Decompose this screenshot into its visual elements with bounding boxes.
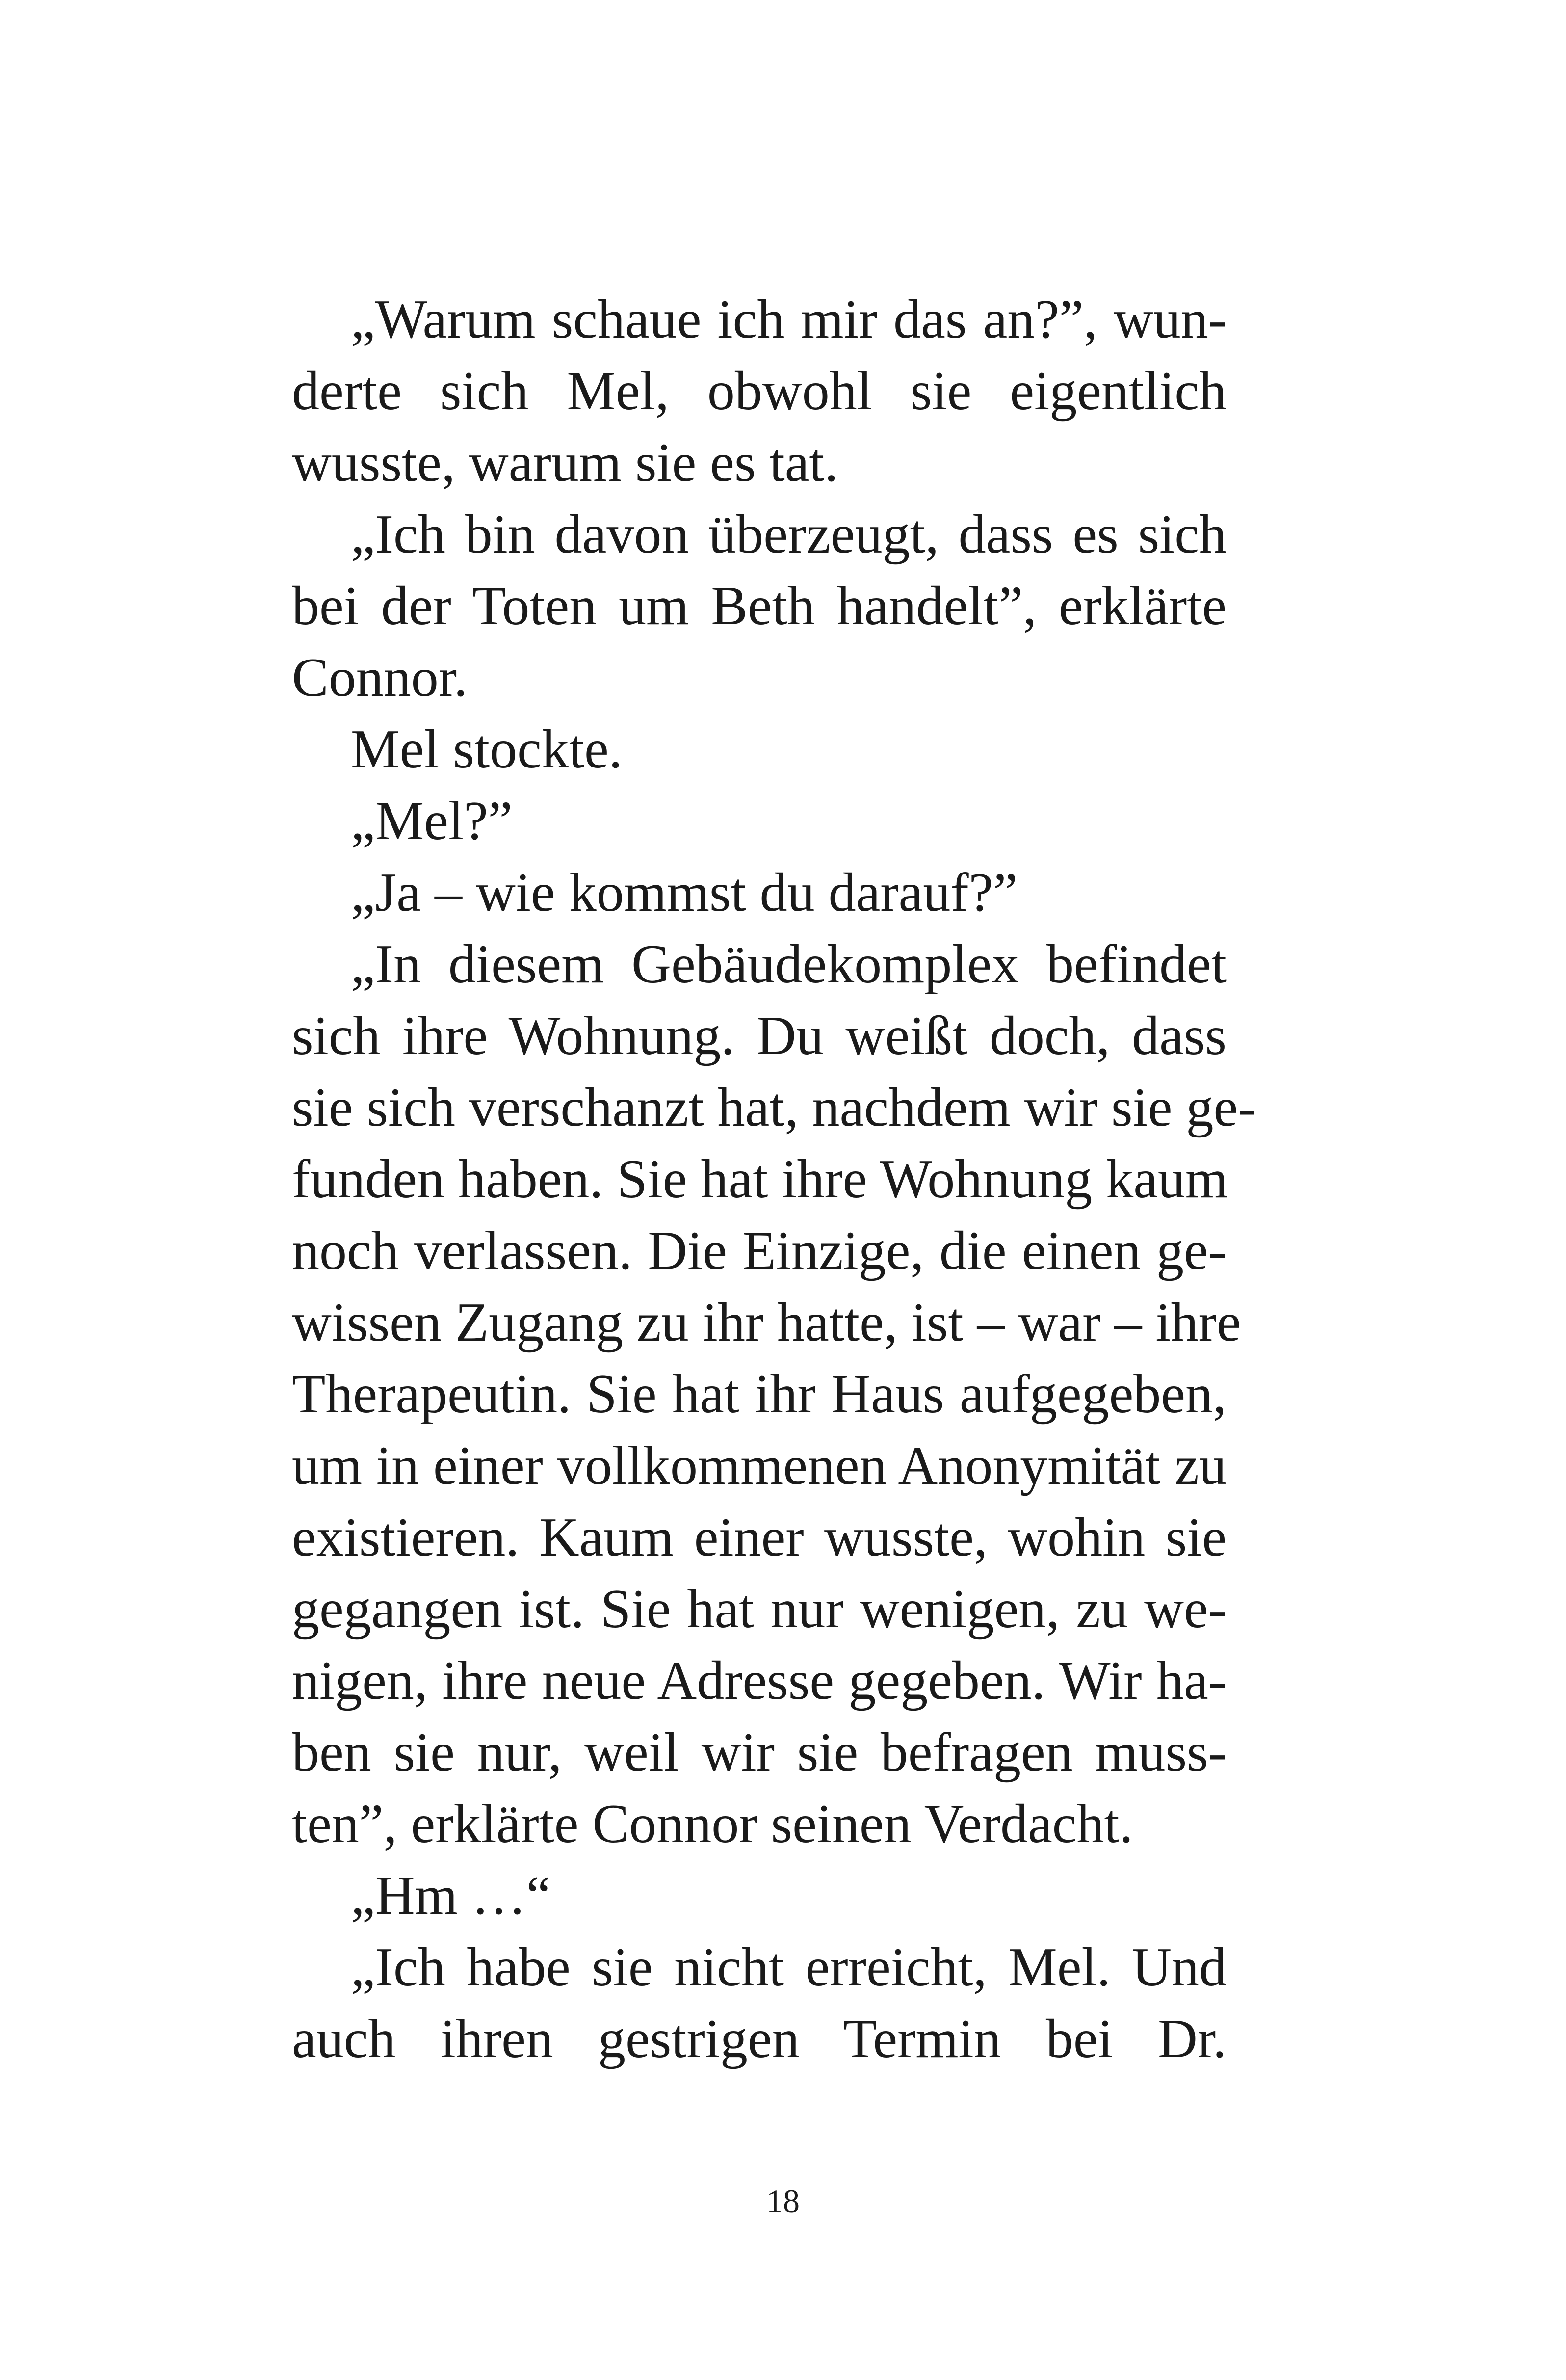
- text-line: auch ihren gestrigen Termin bei Dr.: [292, 2009, 1227, 2069]
- text-line: existieren. Kaum einer wusste, wohin sie: [292, 1507, 1227, 1568]
- page-number: 18: [766, 2182, 800, 2220]
- text-line: Therapeutin. Sie hat ihr Haus aufgegeben,: [292, 1364, 1227, 1425]
- text-line: derte sich Mel, obwohl sie eigentlich: [292, 361, 1227, 422]
- text-line: funden haben. Sie hat ihre Wohnung kaum: [292, 1149, 1228, 1210]
- text-line: wissen Zugang zu ihr hatte, ist – war – ihre: [292, 1292, 1241, 1353]
- text-line: um in einer vollkommenen Anonymität zu: [292, 1435, 1227, 1496]
- text-line: „Mel?”: [351, 791, 513, 851]
- text-line: wusste, warum sie es tat.: [292, 432, 838, 493]
- text-line: Connor.: [292, 647, 468, 708]
- text-line: nigen, ihre neue Adresse gegeben. Wir ha-: [292, 1650, 1227, 1711]
- text-line: sie sich verschanzt hat, nachdem wir sie ge-: [292, 1077, 1256, 1138]
- text-line: gegangen ist. Sie hat nur wenigen, zu we-: [292, 1579, 1227, 1640]
- text-line: „In diesem Gebäudekomplex befindet: [351, 934, 1227, 995]
- text-line: „Warum schaue ich mir das an?”, wun-: [351, 289, 1227, 350]
- text-line: ben sie nur, weil wir sie befragen muss-: [292, 1722, 1227, 1783]
- text-line: bei der Toten um Beth handelt”, erklärte: [292, 576, 1227, 636]
- body-text: [292, 284, 1256, 2075]
- text-line: sich ihre Wohnung. Du weißt doch, dass: [292, 1005, 1227, 1066]
- text-line: Mel stockte.: [351, 719, 623, 780]
- text-line: noch verlassen. Die Einzige, die einen ge-: [292, 1220, 1227, 1281]
- text-line: „Ich habe sie nicht erreicht, Mel. Und: [351, 1937, 1227, 1998]
- text-line: „Hm …“: [351, 1865, 551, 1926]
- text-line: „Ja – wie kommst du darauf?”: [351, 862, 1018, 923]
- text-line: „Ich bin davon überzeugt, dass es sich: [351, 504, 1227, 565]
- text-line: ten”, erklärte Connor seinen Verdacht.: [292, 1794, 1133, 1854]
